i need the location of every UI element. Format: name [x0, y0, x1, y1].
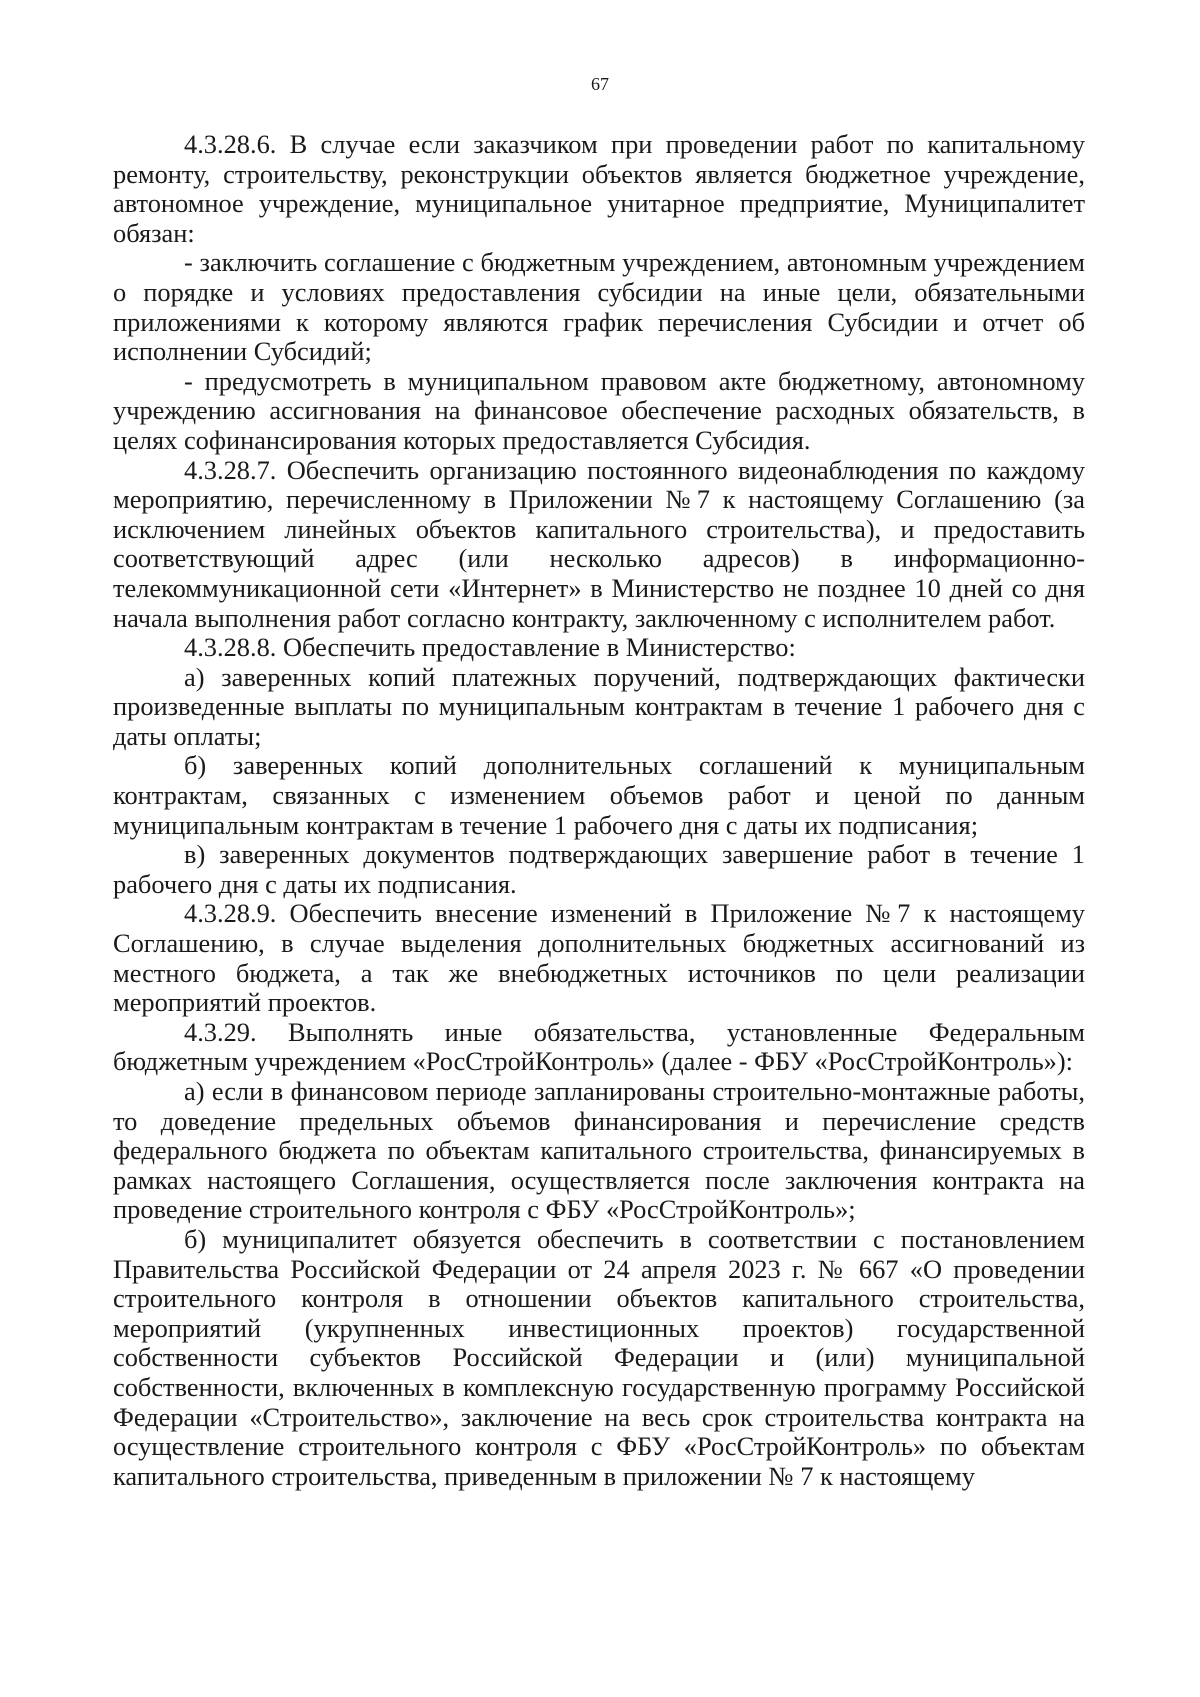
clause-4-3-28-8-a: а) заверенных копий платежных поручений, подтверждающих фактически произведенные выплаты по муниципальным контрактам в течение 1 рабочего дня с даты оплаты;: [113, 661, 1085, 751]
clause-4-3-28-6: 4.3.28.6. В случае если заказчиком при проведении работ по капитальному ремонту, строительству, реконструкции объектов является бюджетное учреждение, автономное учреждение, муниципальное унитарное предприятие, Муниципалитет обязан:: [113, 129, 1085, 248]
list-item-conclude-agreement: - заключить соглашение с бюджетным учреждением, автономным учреждением о порядке и условиях предоставления субсидии на иные цели, обязательными приложениями к которому являются график перечисления Субсидии и отчет об исполнении Субсидий;: [113, 247, 1085, 367]
document-body: [113, 130, 1085, 1491]
clause-4-3-28-9: 4.3.28.9. Обеспечить внесение изменений в Приложение №7 к настоящему Соглашению, в случае выделения дополнительных бюджетных ассигнований из местного бюджета, а так же внебюджетных источников по цели реализации мероприятий проектов.: [113, 898, 1085, 1018]
clause-4-3-29-b: б) муниципалитет обязуется обеспечить в соответствии с постановлением Правительства Российской Федерации от 24 апреля 2023 г. № 667 «О проведении строительного контроля в отношении объектов капитального строительства, мероприятий (укрупненных инвестиционных проектов) государственной собственности субъектов Российской Федерации и (или) муниципальной собственности, включенных в комплексную государственную программу Российской Федерации «Строительство», заключение на весь срок строительства контракта на осуществление строительного контроля с ФБУ «РосСтройКонтроль» по объектам капитального строительства, приведенным в приложении № 7 к настоящему: [113, 1223, 1085, 1491]
clause-4-3-29: 4.3.29. Выполнять иные обязательства, установленные Федеральным бюджетным учреждением «РосСтройКонтроль» (далее - ФБУ «РосСтройКонтроль»):: [113, 1016, 1085, 1077]
clause-4-3-28-8-b: б) заверенных копий дополнительных соглашений к муниципальным контрактам, связанных с изменением объемов работ и ценой по данным муниципальным контрактам в течение 1 рабочего дня с даты их подписания;: [113, 750, 1085, 840]
clause-4-3-28-8: 4.3.28.8. Обеспечить предоставление в Министерство:: [184, 632, 796, 663]
clause-4-3-28-8-v: в) заверенных документов подтверждающих завершение работ в течение 1 рабочего дня с даты их подписания.: [113, 839, 1085, 899]
list-item-provide-allocations: - предусмотреть в муниципальном правовом акте бюджетному, автономному учреждению ассигнования на финансовое обеспечение расходных обязательств, в целях софинансирования которых предоставляется Субсидия.: [113, 365, 1085, 455]
clause-4-3-28-7: 4.3.28.7. Обеспечить организацию постоянного видеонаблюдения по каждому мероприятию, перечисленному в Приложении №7 к настоящему Соглашению (за исключением линейных объектов капитального строительства), и предоставить соответствующий адрес (или несколько адресов) в информационно-телекоммуникационной сети «Интернет» в Министерство не позднее 10 дней со дня начала выполнения работ согласно контракту, заключенному с исполнителем работ.: [113, 454, 1085, 633]
clause-4-3-29-a: а) если в финансовом периоде запланированы строительно-монтажные работы, то доведение предельных объемов финансирования и перечисление средств федерального бюджета по объектам капитального строительства, финансируемых в рамках настоящего Соглашения, осуществляется после заключения контракта на проведение строительного контроля с ФБУ «РосСтройКонтроль»;: [113, 1076, 1085, 1225]
page-number: 67: [591, 74, 609, 94]
